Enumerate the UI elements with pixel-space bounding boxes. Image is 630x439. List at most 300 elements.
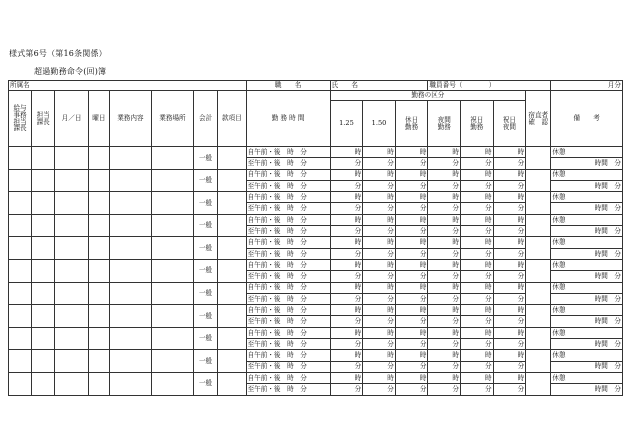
yobi-cell[interactable] xyxy=(88,169,109,192)
minute-cell[interactable]: 分 xyxy=(493,158,526,169)
hour-cell[interactable]: 時 xyxy=(461,192,494,203)
hour-cell[interactable]: 時 xyxy=(395,192,428,203)
hour-cell[interactable]: 時 xyxy=(493,259,526,270)
minute-cell[interactable]: 分 xyxy=(395,226,428,237)
shukuchoku-cell[interactable] xyxy=(526,169,551,192)
gyomu-naiyo-header: 業務内容 xyxy=(109,91,151,147)
table-row xyxy=(9,169,623,180)
minute-cell[interactable]: 分 xyxy=(330,293,363,304)
minute-cell[interactable]: 分 xyxy=(330,248,363,259)
minute-cell[interactable]: 分 xyxy=(428,203,461,214)
table-row xyxy=(9,237,623,248)
hour-cell[interactable]: 時 xyxy=(461,237,494,248)
minute-cell[interactable]: 分 xyxy=(363,316,396,327)
shukuchoku-cell[interactable] xyxy=(526,372,551,395)
tanto-cell[interactable] xyxy=(32,282,55,305)
shukuchoku-cell[interactable] xyxy=(526,147,551,170)
minute-cell[interactable]: 分 xyxy=(428,384,461,395)
tsuki-label: 月分 xyxy=(551,81,623,91)
hour-cell[interactable]: 時 xyxy=(428,327,461,338)
tanto-header: 担当 課長 xyxy=(32,91,55,147)
hour-cell[interactable]: 時 xyxy=(330,147,363,158)
hour-cell[interactable]: 時 xyxy=(330,169,363,180)
yobi-cell[interactable] xyxy=(88,350,109,373)
hour-cell[interactable]: 時 xyxy=(395,259,428,270)
hour-cell[interactable]: 時 xyxy=(428,169,461,180)
hour-cell[interactable]: 時 xyxy=(428,305,461,316)
kyukei-jikan: 時間 分 xyxy=(551,158,623,169)
kokoumoku-cell[interactable] xyxy=(218,169,246,192)
kyukei-label: 休憩 xyxy=(551,214,623,225)
kokoumoku-cell[interactable] xyxy=(218,282,246,305)
minute-cell[interactable]: 分 xyxy=(395,316,428,327)
minute-cell[interactable]: 分 xyxy=(461,248,494,259)
minute-cell[interactable]: 分 xyxy=(330,158,363,169)
kyuyo-cell[interactable] xyxy=(9,305,32,328)
tsukihi-cell[interactable] xyxy=(55,237,89,260)
kokoumoku-cell[interactable] xyxy=(218,327,246,350)
kaikei-cell: 一般 xyxy=(193,237,217,260)
yobi-cell[interactable] xyxy=(88,237,109,260)
kokoumoku-cell[interactable] xyxy=(218,259,246,282)
kyukei-jikan: 時間 分 xyxy=(551,316,623,327)
minute-cell[interactable]: 分 xyxy=(428,316,461,327)
hour-cell[interactable]: 時 xyxy=(395,214,428,225)
tsukihi-cell[interactable] xyxy=(55,282,89,305)
minute-cell[interactable]: 分 xyxy=(330,361,363,372)
tanto-cell[interactable] xyxy=(32,327,55,350)
kyukei-jikan: 時間 分 xyxy=(551,293,623,304)
minute-cell[interactable]: 分 xyxy=(493,226,526,237)
tsukihi-cell[interactable] xyxy=(55,259,89,282)
kyukei-label: 休憩 xyxy=(551,169,623,180)
kyukei-label: 休憩 xyxy=(551,372,623,383)
kyuyo-cell[interactable] xyxy=(9,327,32,350)
hour-cell[interactable]: 時 xyxy=(330,305,363,316)
kinmu-kubun-header: 勤務の区分 xyxy=(330,91,526,101)
minute-cell[interactable]: 分 xyxy=(461,180,494,191)
minute-cell[interactable]: 分 xyxy=(363,203,396,214)
minute-cell[interactable]: 分 xyxy=(493,271,526,282)
hour-cell[interactable]: 時 xyxy=(461,282,494,293)
hour-cell[interactable]: 時 xyxy=(493,237,526,248)
shukuchoku-cell[interactable] xyxy=(526,192,551,215)
kinmu-from-cell: 自午前・後 時 分 xyxy=(246,350,330,361)
gyomu-naiyo-cell[interactable] xyxy=(109,214,151,237)
hour-cell[interactable]: 時 xyxy=(493,192,526,203)
gyomu-basho-cell[interactable] xyxy=(151,169,193,192)
gyomu-naiyo-cell[interactable] xyxy=(109,169,151,192)
minute-cell[interactable]: 分 xyxy=(330,384,363,395)
hour-cell[interactable]: 時 xyxy=(363,372,396,383)
hour-cell[interactable]: 時 xyxy=(395,372,428,383)
hour-cell[interactable]: 時 xyxy=(428,147,461,158)
kinmu-to-cell: 至午前・後 時 分 xyxy=(246,248,330,259)
tsukihi-cell[interactable] xyxy=(55,147,89,170)
minute-cell[interactable]: 分 xyxy=(493,361,526,372)
minute-cell[interactable]: 分 xyxy=(428,361,461,372)
hour-cell[interactable]: 時 xyxy=(363,214,396,225)
kyujitsu-header: 休日 勤務 xyxy=(395,101,428,147)
minute-cell[interactable]: 分 xyxy=(330,316,363,327)
minute-cell[interactable]: 分 xyxy=(363,293,396,304)
minute-cell[interactable]: 分 xyxy=(428,226,461,237)
minute-cell[interactable]: 分 xyxy=(461,226,494,237)
biko-header: 備 考 xyxy=(551,91,623,147)
kyuyo-cell[interactable] xyxy=(9,214,32,237)
shukuchoku-cell[interactable] xyxy=(526,327,551,350)
yakan-header: 夜間 勤務 xyxy=(428,101,461,147)
yobi-cell[interactable] xyxy=(88,192,109,215)
tanto-cell[interactable] xyxy=(32,237,55,260)
minute-cell[interactable]: 分 xyxy=(461,384,494,395)
shukuchoku-cell[interactable] xyxy=(526,350,551,373)
hour-cell[interactable]: 時 xyxy=(330,282,363,293)
kyukei-label: 休憩 xyxy=(551,327,623,338)
table-row xyxy=(9,372,623,383)
rate-150-header: 1.50 xyxy=(363,101,396,147)
minute-cell[interactable]: 分 xyxy=(395,180,428,191)
gyomu-naiyo-cell[interactable] xyxy=(109,327,151,350)
yobi-cell[interactable] xyxy=(88,327,109,350)
kyukei-label: 休憩 xyxy=(551,350,623,361)
form-label: 様式第6号（第16条関係） xyxy=(9,49,107,58)
minute-cell[interactable]: 分 xyxy=(493,384,526,395)
minute-cell[interactable]: 分 xyxy=(330,271,363,282)
gyomu-basho-cell[interactable] xyxy=(151,350,193,373)
hour-cell[interactable]: 時 xyxy=(428,259,461,270)
hour-cell[interactable]: 時 xyxy=(363,192,396,203)
hour-cell[interactable]: 時 xyxy=(428,237,461,248)
hour-cell[interactable]: 時 xyxy=(428,282,461,293)
tanto-cell[interactable] xyxy=(32,147,55,170)
hour-cell[interactable]: 時 xyxy=(363,259,396,270)
kyukei-jikan: 時間 分 xyxy=(551,203,623,214)
hour-cell[interactable]: 時 xyxy=(363,237,396,248)
kokoumoku-cell[interactable] xyxy=(218,237,246,260)
minute-cell[interactable]: 分 xyxy=(395,248,428,259)
shimei-label: 氏 名 xyxy=(330,81,428,91)
kinmu-from-cell: 自午前・後 時 分 xyxy=(246,282,330,293)
minute-cell[interactable]: 分 xyxy=(493,316,526,327)
minute-cell[interactable]: 分 xyxy=(363,271,396,282)
table-row xyxy=(9,350,623,361)
kokoumoku-cell[interactable] xyxy=(218,214,246,237)
shozoku-cell: 所属名 xyxy=(9,81,247,91)
kokoumoku-cell[interactable] xyxy=(218,372,246,395)
hour-cell[interactable]: 時 xyxy=(461,259,494,270)
tanto-cell[interactable] xyxy=(32,192,55,215)
tanto-cell[interactable] xyxy=(32,214,55,237)
hour-cell[interactable]: 時 xyxy=(395,169,428,180)
kokoumoku-cell[interactable] xyxy=(218,192,246,215)
hour-cell[interactable]: 時 xyxy=(330,192,363,203)
yobi-cell[interactable] xyxy=(88,372,109,395)
kaikei-cell: 一般 xyxy=(193,259,217,282)
shukuchoku-cell[interactable] xyxy=(526,214,551,237)
table-row xyxy=(9,327,623,338)
kinmu-from-cell: 自午前・後 時 分 xyxy=(246,192,330,203)
shukuchoku-cell[interactable] xyxy=(526,305,551,328)
kinmu-from-cell: 自午前・後 時 分 xyxy=(246,327,330,338)
table-row xyxy=(9,147,623,158)
kokoumoku-header: 款項目 xyxy=(218,91,246,147)
kaikei-cell: 一般 xyxy=(193,214,217,237)
kokoumoku-cell[interactable] xyxy=(218,350,246,373)
hour-cell[interactable]: 時 xyxy=(428,214,461,225)
shukuchoku-header: 宿直者 確 認 xyxy=(526,91,551,147)
gyomu-basho-cell[interactable] xyxy=(151,282,193,305)
hour-cell[interactable]: 時 xyxy=(493,350,526,361)
kaikei-cell: 一般 xyxy=(193,372,217,395)
kinmu-to-cell: 至午前・後 時 分 xyxy=(246,158,330,169)
kinmu-from-cell: 自午前・後 時 分 xyxy=(246,372,330,383)
kyukei-label: 休憩 xyxy=(551,305,623,316)
minute-cell[interactable]: 分 xyxy=(461,339,494,350)
hour-cell[interactable]: 時 xyxy=(428,372,461,383)
minute-cell[interactable]: 分 xyxy=(330,203,363,214)
minute-cell[interactable]: 分 xyxy=(428,180,461,191)
tsukihi-header: 月／日 xyxy=(55,91,89,147)
minute-cell[interactable]: 分 xyxy=(428,293,461,304)
kyuyo-cell[interactable] xyxy=(9,237,32,260)
hour-cell[interactable]: 時 xyxy=(330,372,363,383)
hour-cell[interactable]: 時 xyxy=(461,350,494,361)
tsukihi-cell[interactable] xyxy=(55,192,89,215)
shokumei-label: 職 名 xyxy=(246,81,330,91)
tsukihi-cell[interactable] xyxy=(55,372,89,395)
kinmu-to-cell: 至午前・後 時 分 xyxy=(246,293,330,304)
tsukihi-cell[interactable] xyxy=(55,305,89,328)
kinmu-from-cell: 自午前・後 時 分 xyxy=(246,214,330,225)
hour-cell[interactable]: 時 xyxy=(493,282,526,293)
minute-cell[interactable]: 分 xyxy=(395,384,428,395)
kinmu-to-cell: 至午前・後 時 分 xyxy=(246,226,330,237)
hour-cell[interactable]: 時 xyxy=(493,147,526,158)
minute-cell[interactable]: 分 xyxy=(363,158,396,169)
kyuyo-header: 給与 事務 担当 課長 xyxy=(9,91,32,147)
hour-cell[interactable]: 時 xyxy=(428,192,461,203)
hour-cell[interactable]: 時 xyxy=(493,305,526,316)
kyukei-jikan: 時間 分 xyxy=(551,339,623,350)
kyuyo-cell[interactable] xyxy=(9,259,32,282)
minute-cell[interactable]: 分 xyxy=(363,339,396,350)
gyomu-naiyo-cell[interactable] xyxy=(109,305,151,328)
hour-cell[interactable]: 時 xyxy=(395,237,428,248)
hour-cell[interactable]: 時 xyxy=(330,259,363,270)
gyomu-naiyo-cell[interactable] xyxy=(109,282,151,305)
hour-cell[interactable]: 時 xyxy=(461,147,494,158)
minute-cell[interactable]: 分 xyxy=(363,180,396,191)
gyomu-basho-cell[interactable] xyxy=(151,147,193,170)
gyomu-naiyo-cell[interactable] xyxy=(109,147,151,170)
minute-cell[interactable]: 分 xyxy=(395,339,428,350)
minute-cell[interactable]: 分 xyxy=(493,203,526,214)
minute-cell[interactable]: 分 xyxy=(493,248,526,259)
kyukei-jikan: 時間 分 xyxy=(551,226,623,237)
gyomu-basho-cell[interactable] xyxy=(151,214,193,237)
tanto-cell[interactable] xyxy=(32,259,55,282)
kinmu-from-cell: 自午前・後 時 分 xyxy=(246,169,330,180)
kaikei-cell: 一般 xyxy=(193,192,217,215)
kinmu-to-cell: 至午前・後 時 分 xyxy=(246,316,330,327)
hour-cell[interactable]: 時 xyxy=(493,214,526,225)
gyomu-naiyo-cell[interactable] xyxy=(109,192,151,215)
gyomu-naiyo-cell[interactable] xyxy=(109,372,151,395)
minute-cell[interactable]: 分 xyxy=(461,316,494,327)
hour-cell[interactable]: 時 xyxy=(395,305,428,316)
yobi-cell[interactable] xyxy=(88,305,109,328)
hour-cell[interactable]: 時 xyxy=(428,350,461,361)
kyuyo-cell[interactable] xyxy=(9,350,32,373)
rate-125-header: 1.25 xyxy=(330,101,363,147)
tanto-cell[interactable] xyxy=(32,305,55,328)
minute-cell[interactable]: 分 xyxy=(395,293,428,304)
tanto-cell[interactable] xyxy=(32,372,55,395)
kyukei-jikan: 時間 分 xyxy=(551,248,623,259)
minute-cell[interactable]: 分 xyxy=(493,339,526,350)
document-title: 超過勤務命令(回)簿 xyxy=(34,67,107,76)
yobi-cell[interactable] xyxy=(88,259,109,282)
gyomu-naiyo-cell[interactable] xyxy=(109,350,151,373)
gyomu-basho-cell[interactable] xyxy=(151,237,193,260)
gyomu-basho-cell[interactable] xyxy=(151,327,193,350)
kyuyo-cell[interactable] xyxy=(9,372,32,395)
hour-cell[interactable]: 時 xyxy=(461,372,494,383)
kaikei-cell: 一般 xyxy=(193,327,217,350)
yobi-cell[interactable] xyxy=(88,147,109,170)
hour-cell[interactable]: 時 xyxy=(395,327,428,338)
kinmu-to-cell: 至午前・後 時 分 xyxy=(246,384,330,395)
kyuyo-cell[interactable] xyxy=(9,282,32,305)
kyuyo-cell[interactable] xyxy=(9,169,32,192)
gyomu-basho-cell[interactable] xyxy=(151,259,193,282)
kyukei-label: 休憩 xyxy=(551,192,623,203)
tsukihi-cell[interactable] xyxy=(55,214,89,237)
hour-cell[interactable]: 時 xyxy=(461,327,494,338)
yobi-cell[interactable] xyxy=(88,214,109,237)
gyomu-basho-cell[interactable] xyxy=(151,372,193,395)
kyukei-label: 休憩 xyxy=(551,282,623,293)
kinmu-jikan-header: 勤 務 時 間 xyxy=(246,91,330,147)
tanto-cell[interactable] xyxy=(32,169,55,192)
gyomu-basho-cell[interactable] xyxy=(151,192,193,215)
shukuchoku-cell[interactable] xyxy=(526,259,551,282)
hour-cell[interactable]: 時 xyxy=(363,282,396,293)
minute-cell[interactable]: 分 xyxy=(395,158,428,169)
kinmu-from-cell: 自午前・後 時 分 xyxy=(246,147,330,158)
minute-cell[interactable]: 分 xyxy=(428,158,461,169)
hour-cell[interactable]: 時 xyxy=(330,214,363,225)
minute-cell[interactable]: 分 xyxy=(493,293,526,304)
kyukei-label: 休憩 xyxy=(551,147,623,158)
minute-cell[interactable]: 分 xyxy=(363,361,396,372)
minute-cell[interactable]: 分 xyxy=(428,271,461,282)
yobi-cell[interactable] xyxy=(88,282,109,305)
kinmu-to-cell: 至午前・後 時 分 xyxy=(246,203,330,214)
hour-cell[interactable]: 時 xyxy=(330,327,363,338)
minute-cell[interactable]: 分 xyxy=(363,248,396,259)
hour-cell[interactable]: 時 xyxy=(363,305,396,316)
minute-cell[interactable]: 分 xyxy=(461,158,494,169)
minute-cell[interactable]: 分 xyxy=(363,226,396,237)
hour-cell[interactable]: 時 xyxy=(493,372,526,383)
hour-cell[interactable]: 時 xyxy=(363,350,396,361)
minute-cell[interactable]: 分 xyxy=(395,271,428,282)
gyomu-naiyo-cell[interactable] xyxy=(109,237,151,260)
table-row xyxy=(9,305,623,316)
table-row xyxy=(9,214,623,225)
table-row xyxy=(9,259,623,270)
hour-cell[interactable]: 時 xyxy=(330,350,363,361)
kokoumoku-cell[interactable] xyxy=(218,305,246,328)
shukuchoku-cell[interactable] xyxy=(526,282,551,305)
yobi-header: 曜日 xyxy=(88,91,109,147)
tsukihi-cell[interactable] xyxy=(55,169,89,192)
minute-cell[interactable]: 分 xyxy=(395,361,428,372)
tsukihi-cell[interactable] xyxy=(55,327,89,350)
kyuyo-cell[interactable] xyxy=(9,192,32,215)
hour-cell[interactable]: 時 xyxy=(363,327,396,338)
minute-cell[interactable]: 分 xyxy=(395,203,428,214)
hour-cell[interactable]: 時 xyxy=(363,169,396,180)
minute-cell[interactable]: 分 xyxy=(330,339,363,350)
kyukei-jikan: 時間 分 xyxy=(551,384,623,395)
shukuchoku-cell[interactable] xyxy=(526,237,551,260)
kinmu-to-cell: 至午前・後 時 分 xyxy=(246,180,330,191)
minute-cell[interactable]: 分 xyxy=(330,226,363,237)
hour-cell[interactable]: 時 xyxy=(461,305,494,316)
hour-cell[interactable]: 時 xyxy=(395,350,428,361)
minute-cell[interactable]: 分 xyxy=(461,203,494,214)
overtime-table xyxy=(8,80,623,396)
minute-cell[interactable]: 分 xyxy=(363,384,396,395)
kokoumoku-cell[interactable] xyxy=(218,147,246,170)
tanto-cell[interactable] xyxy=(32,350,55,373)
hour-cell[interactable]: 時 xyxy=(461,214,494,225)
minute-cell[interactable]: 分 xyxy=(461,361,494,372)
kaikei-cell: 一般 xyxy=(193,305,217,328)
minute-cell[interactable]: 分 xyxy=(493,180,526,191)
hour-cell[interactable]: 時 xyxy=(395,282,428,293)
shukujitsu-header: 祝日 勤務 xyxy=(461,101,494,147)
hour-cell[interactable]: 時 xyxy=(461,169,494,180)
hour-cell[interactable]: 時 xyxy=(330,237,363,248)
gyomu-naiyo-cell[interactable] xyxy=(109,259,151,282)
gyomu-basho-cell[interactable] xyxy=(151,305,193,328)
gyomu-basho-header: 業務場所 xyxy=(151,91,193,147)
kyukei-jikan: 時間 分 xyxy=(551,271,623,282)
shukujitsu-yakan-header: 祝日 夜間 xyxy=(493,101,526,147)
minute-cell[interactable]: 分 xyxy=(461,293,494,304)
minute-cell[interactable]: 分 xyxy=(330,180,363,191)
hour-cell[interactable]: 時 xyxy=(363,147,396,158)
hour-cell[interactable]: 時 xyxy=(493,327,526,338)
hour-cell[interactable]: 時 xyxy=(395,147,428,158)
kaikei-header: 会計 xyxy=(193,91,217,147)
tsukihi-cell[interactable] xyxy=(55,350,89,373)
kyukei-label: 休憩 xyxy=(551,237,623,248)
minute-cell[interactable]: 分 xyxy=(428,248,461,259)
minute-cell[interactable]: 分 xyxy=(461,271,494,282)
table-row xyxy=(9,192,623,203)
kinmu-from-cell: 自午前・後 時 分 xyxy=(246,237,330,248)
minute-cell[interactable]: 分 xyxy=(428,339,461,350)
kaikei-cell: 一般 xyxy=(193,147,217,170)
kyuyo-cell[interactable] xyxy=(9,147,32,170)
hour-cell[interactable]: 時 xyxy=(493,169,526,180)
kinmu-from-cell: 自午前・後 時 分 xyxy=(246,259,330,270)
